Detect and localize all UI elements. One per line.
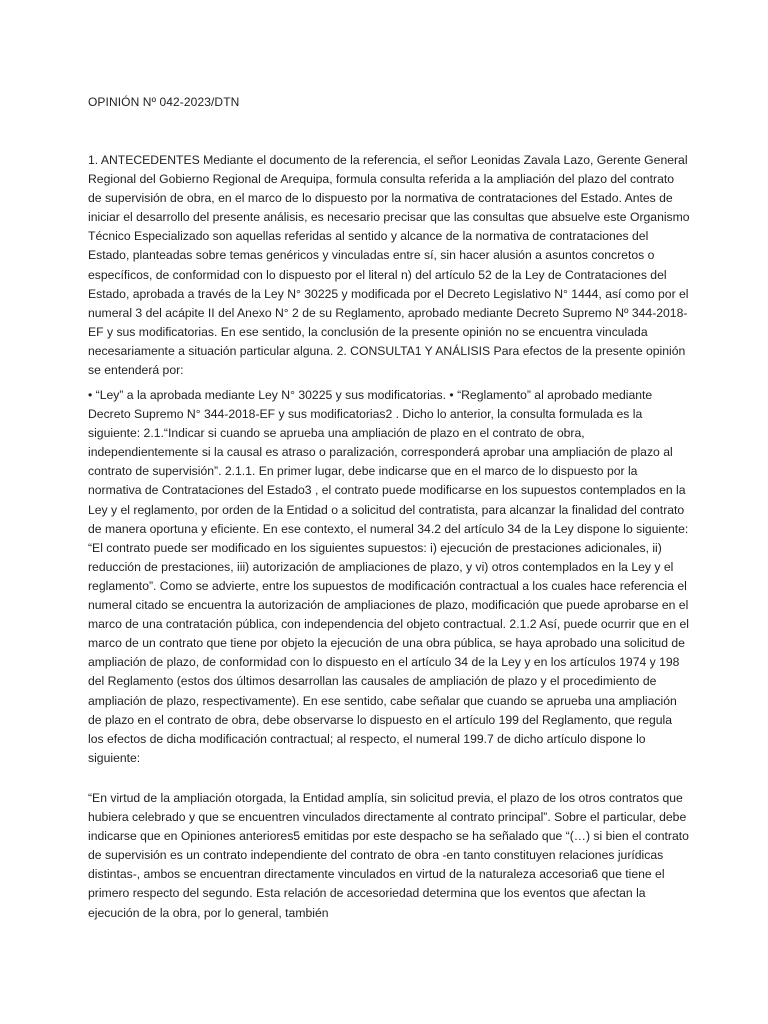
paragraph-consulta: • “Ley” a la aprobada mediante Ley N° 30225 y sus modificatorias. • “Reglamento” al aprobado mediante Decreto Supremo N° 344-2018-EF y sus modificatorias2 . Dicho lo anterior, la consulta formulada es la siguiente: 2.1.“Indicar si cuando se aprueba una ampliación de plazo en el contrato de obra, independientemente si la causal es atraso o paralización, corresponderá aprobar una ampliación de plazo al contrato de supervisión”. 2.1.1. En primer lugar, debe indicarse que en el marco de lo dispuesto por la normativa de Contrataciones del Estado3 , el contrato puede modificarse en los supuestos contemplados en la Ley y el reglamento, por orden de la Entidad o a solicitud del contratista, para alcanzar la finalidad del contrato de manera oportuna y eficiente. En ese contexto, el numeral 34.2 del artículo 34 de la Ley dispone lo siguiente: “El contrato puede ser modificado en los siguientes supuestos: i) ejecución de prestaciones adicionales, ii) reducción de prestaciones, iii) autorización de ampliaciones de plazo, y vi) otros contemplados en la Ley y el reglamento”. Como se advierte, entre los supuestos de modificación contractual a los cuales hace referencia el numeral citado se encuentra la autorización de ampliaciones de plazo, modificación que puede aprobarse en el marco de una contratación pública, con independencia del objeto contractual. 2.1.2 Así, puede ocurrir que en el marco de un contrato que tiene por objeto la ejecución de una obra pública, se haya aprobado una solicitud de ampliación de plazo, de conformidad con lo dispuesto en el artículo 34 de la Ley y en los artículos 1974 y 198 del Reglamento (estos dos últimos desarrollan las causales de ampliación de plazo y el procedimiento de ampliación de plazo, respectivamente). En ese sentido, cabe señalar que cuando se aprueba una ampliación de plazo en el contrato de obra, debe observarse lo dispuesto en el artículo 199 del Reglamento, que regula los efectos de dicha modificación contractual; al respecto, el numeral 199.7 de dicho artículo dispone lo siguiente: — [88, 388, 689, 765]
paragraph-antecedentes: 1. ANTECEDENTES Mediante el documento de la referencia, el señor Leonidas Zavala Lazo, Gerente General Regional del Gobierno Regional de Arequipa, formula consulta referida a la ampliación del plazo del contrato de supervisión de obra, en el marco de lo dispuesto por la normativa de contrataciones del Estado. Antes de iniciar el desarrollo del presente análisis, es necesario precisar que las consultas que absuelve este Organismo Técnico Especializado son aquellas referidas al sentido y alcance de la normativa de contrataciones del Estado, planteadas sobre temas genéricos y vinculadas entre sí, sin hacer alusión a asuntos concretos o específicos, de conformidad con lo dispuesto por el literal n) del artículo 52 de la Ley de Contrataciones del Estado, aprobada a través de la Ley N° 30225 y modificada por el Decreto Legislativo N° 1444, así como por el numeral 3 del acápite II del Anexo N° 2 de su Reglamento, aprobado mediante Decreto Supremo Nº 344-2018-EF y sus modificatorias. En ese sentido, la conclusión de la presente opinión no se encuentra vinculada necesariamente a situación particular alguna. 2. CONSULTA1 Y ANÁLISIS Para efectos de la presente opinión se entenderá por: — [88, 153, 690, 378]
document-title: OPINIÓN Nº 042-2023/DTN — [88, 95, 240, 109]
paragraph-analisis: “En virtud de la ampliación otorgada, la Entidad amplía, sin solicitud previa, el plazo de los otros contratos que hubiera celebrado y que se encuentren vinculados directamente al contrato principal”. Sobre el particular, debe indicarse que en Opiniones anteriores5 emitidas por este despacho se ha señalado que “(…) si bien el contrato de supervisión es un contrato independiente del contrato de obra -en tanto constituyen relaciones jurídicas distintas-, ambos se encuentran directamente vinculados en virtud de la naturaleza accesoria6 que tiene el primero respecto del segundo. Esta relación de accesoriedad determina que los eventos que afectan la ejecución de la obra, por lo general, también — [88, 791, 689, 920]
